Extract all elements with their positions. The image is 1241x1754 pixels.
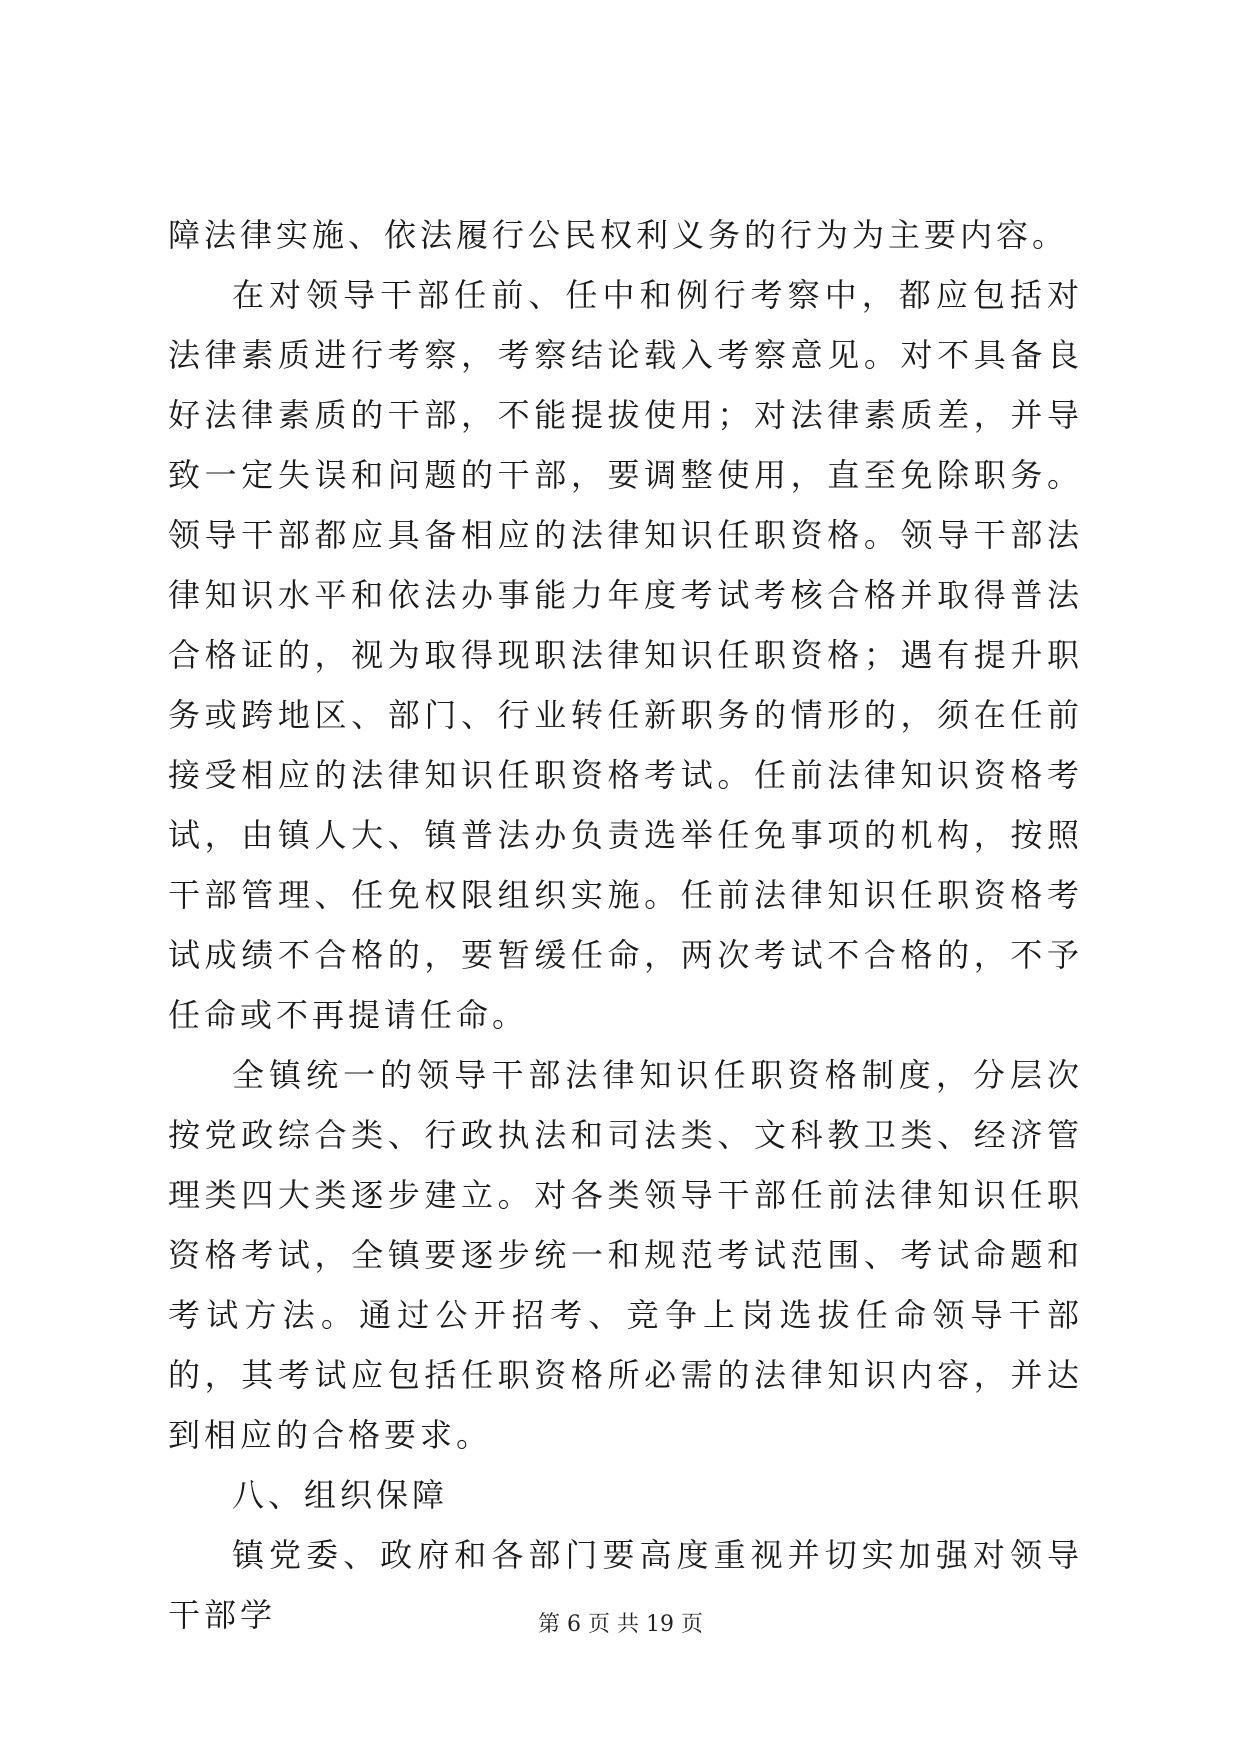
document-body (168, 205, 1083, 1645)
section-heading: 八、组织保障 (232, 1476, 449, 1514)
paragraph-2: 在对领导干部任前、任中和例行考察中，都应包括对法律素质进行考察，考察结论载入考察意见。对不具备良好法律素质的干部，不能提拔使用；对法律素质差，并导致一定失误和问题的干部，要调整使用，直至免除职务。领导干部都应具备相应的法律知识任职资格。领导干部法律知识水平和依法办事能力年度考试考核合格并取得普法合格证的，视为取得现职法律知识任职资格；遇有提升职务或跨地区、部门、行业转任新职务的情形的，须在任前接受相应的法律知识任职资格考试。任前法律知识资格考试，由镇人大、镇普法办负责选举任免事项的机构，按照干部管理、任免权限组织实施。任前法律知识任职资格考试成绩不合格的，要暂缓任命，两次考试不合格的，不予任命或不再提请任命。 (168, 276, 1083, 1034)
paragraph-3: 全镇统一的领导干部法律知识任职资格制度，分层次按党政综合类、行政执法和司法类、文科教卫类、经济管理类四大类逐步建立。对各类领导干部任前法律知识任职资格考试，全镇要逐步统一和规范考试范围、考试命题和考试方法。通过公开招考、竞争上岗选拔任命领导干部的，其考试应包括任职资格所必需的法律知识内容，并达到相应的合格要求。 (168, 1056, 1083, 1454)
paragraph-1: 障法律实施、依法履行公民权利义务的行为为主要内容。 (168, 216, 1069, 254)
page-number-footer: 第 6 页 共 19 页 (538, 1612, 703, 1637)
paragraph-5: 镇党委、政府和各部门要高度重视并切实加强对领导干部学 (168, 1536, 1083, 1634)
